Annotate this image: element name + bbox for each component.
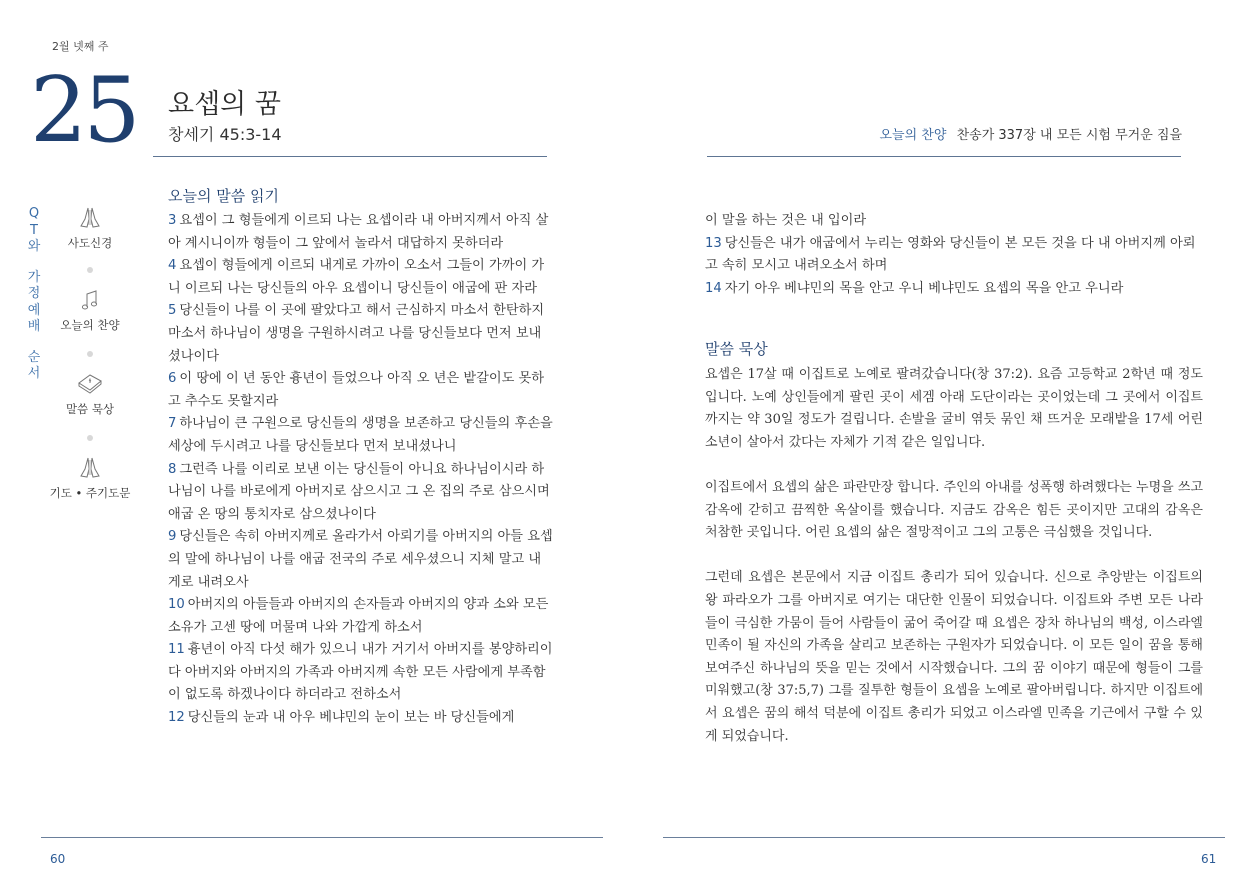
verse-item (168, 255, 553, 300)
vertical-char: Q (28, 206, 40, 221)
scripture-verses (168, 210, 553, 730)
sidebar-item-creed (48, 205, 132, 251)
continued-verses (705, 210, 1205, 300)
sidebar-item-meditation (48, 371, 132, 417)
verse-item (168, 368, 553, 413)
vertical-char: 정 (27, 286, 41, 301)
qt-order-vertical-label (26, 206, 42, 383)
verse-number: 12 (168, 710, 185, 726)
footer-rule (41, 837, 603, 838)
meditation-section-title: 말씀 묵상 (705, 340, 768, 358)
verse-number: 8 (168, 461, 177, 477)
footer-rule (663, 837, 1225, 838)
vertical-char: 배 (27, 319, 41, 334)
separator-dot (87, 435, 93, 441)
verse-text: 그런즉 나를 이리로 보낸 이는 당신들이 아니요 하나님이시라 하나님이 나를 바로에게 아버지로 삼으시고 그 온 집의 주로 삼으시며 애굽 온 땅의 통치자로 삼으셨나이다 (168, 461, 550, 522)
vertical-char: 예 (27, 302, 41, 318)
verse-text: 흉년이 아직 다섯 해가 있으니 내가 거기서 아버지를 봉양하리이다 아버지와 아버지의 가족과 아버지께 속한 모든 사람에게 부족함이 없도록 하겠나이다 하더라고 전하소서 (168, 642, 553, 703)
page-number: 61 (1201, 852, 1217, 866)
verse-item (168, 707, 553, 730)
bible-icon (74, 371, 106, 397)
sidebar-item-hymn (48, 287, 132, 333)
separator-dot (87, 351, 93, 357)
worship-order-sidebar (48, 205, 132, 501)
todays-hymn (880, 124, 1183, 143)
separator-dot (87, 267, 93, 273)
praying-hands-icon (74, 455, 106, 481)
verse-number: 10 (168, 597, 185, 613)
verse-text: 하나님이 큰 구원으로 당신들의 생명을 보존하고 당신들의 후손을 세상에 두시려고 나를 당신들보다 먼저 보내셨나니 (168, 416, 553, 454)
verse-item (705, 278, 1205, 301)
verse-text: 당신들의 눈과 내 아우 베냐민의 눈이 보는 바 당신들에게 (187, 710, 515, 726)
verse-number: 6 (168, 371, 177, 387)
verse-item (168, 594, 553, 639)
verse-item (705, 233, 1205, 278)
verse-text: 요셉이 형들에게 이르되 내게로 가까이 오소서 그들이 가까이 가니 이르되 나는 당신들의 아우 요셉이니 당신들이 애굽에 판 자라 (168, 258, 545, 296)
verse-item (168, 210, 553, 255)
page-number: 60 (50, 852, 66, 866)
meditation-paragraph: 이집트에서 요셉의 삶은 파란만장 합니다. 주인의 아내를 성폭행 하려했다는 누명을 쓰고 감옥에 갇히고 끔찍한 옥살이를 했습니다. 지금도 감옥은 힘든 곳이지만 고대의 감옥은 처참한 곳입니다. 어린 요셉의 삶은 절망적이고 그의 고통은 극심했을 것입니다. (705, 479, 1203, 541)
title-divider (153, 156, 547, 157)
vertical-char: 와 (27, 239, 41, 254)
hymn-text: 찬송가 337장 내 모든 시험 무거운 짐을 (956, 128, 1182, 143)
verse-number: 9 (168, 529, 177, 545)
verse-text: 아버지의 아들들과 아버지의 손자들과 아버지의 양과 소와 모든 소유가 고센 땅에 머물며 나와 가깝게 하소서 (168, 597, 549, 635)
sidebar-item-prayer (48, 455, 132, 501)
verse-item (168, 526, 553, 594)
verse-text: 이 땅에 이 년 동안 흉년이 들었으나 아직 오 년은 밭갈이도 못하고 추수도 못할지라 (168, 371, 544, 409)
verse-item (168, 300, 553, 368)
verse-number: 11 (168, 642, 185, 658)
verse-number: 7 (168, 416, 177, 432)
verse-text: 자기 아우 베냐민의 목을 안고 우니 베냐민도 요셉의 목을 안고 우니라 (724, 280, 1124, 296)
week-label: 2월 넷째 주 (52, 40, 109, 53)
sidebar-item-label: 기도 • 주기도문 (49, 486, 131, 500)
day-number: 25 (30, 58, 137, 163)
verse-item (168, 639, 553, 707)
vertical-char: 순 (27, 349, 41, 365)
meditation-paragraph: 그런데 요셉은 본문에서 지금 이집트 총리가 되어 있습니다. 신으로 추앙받는 이집트의 왕 파라오가 그를 아버지로 여기는 대단한 인물이 되었습니다. 이집트와 주변 모든 나라들이 극심한 가뭄이 들어 사람들이 굶어 죽어갈 때 요셉은 장차 하나님의 백성, 이스라엘 민족이 될 자신의 가족을 살리고 보존하는 구원자가 되었습니다. 이 모든 일이 꿈을 통해 보여주신 하나님의 뜻을 믿는 것에서 시작했습니다. 그의 꿈 이야기 때문에 형들이 그를 미워했고(창 37:5,7) 그를 질투한 형들이 요셉을 노예로 팔아버립니다. 하지만 이집트에서 요셉은 꿈의 해석 덕분에 이집트 총리가 되었고 이스라엘 민족을 기근에서 구할 수 있게 되었습니다. (705, 570, 1203, 744)
continued-text: 이 말을 하는 것은 내 입이라 (705, 213, 867, 228)
verse-item (168, 459, 553, 527)
verse-item (168, 413, 553, 458)
vertical-char: 가 (27, 269, 41, 285)
sidebar-item-label: 사도신경 (67, 236, 113, 250)
sidebar-item-label: 말씀 묵상 (65, 402, 115, 416)
title-divider (707, 156, 1181, 157)
reading-section-title: 오늘의 말씀 읽기 (168, 187, 279, 205)
verse-text: 당신들이 나를 이 곳에 팔았다고 해서 근심하지 마소서 한탄하지 마소서 하나님이 생명을 구원하시려고 나를 당신들보다 먼저 보내셨나이다 (168, 303, 545, 364)
vertical-char: 서 (27, 366, 41, 381)
verse-number: 13 (705, 235, 722, 251)
verse-number: 5 (168, 303, 177, 319)
sidebar-item-label: 오늘의 찬양 (60, 318, 120, 332)
right-page (629, 0, 1258, 892)
scripture-reference: 창세기 45:3-14 (168, 125, 282, 144)
verse-text: 요셉이 그 형들에게 이르되 나는 요셉이라 내 아버지께서 아직 살아 계시니이까 형들이 그 앞에서 놀라서 대답하지 못하더라 (168, 213, 549, 251)
verse-number: 3 (168, 213, 177, 228)
verse-number: 4 (168, 258, 177, 274)
verse-text: 당신들은 속히 아버지께로 올라가서 아뢰기를 아버지의 아들 요셉의 말에 하나님이 나를 애굽 전국의 주로 세우셨으니 지체 말고 내게로 내려오사 (168, 529, 553, 590)
verse-text: 당신들은 내가 애굽에서 누리는 영화와 당신들이 본 모든 것을 다 내 아버지께 아뢰고 속히 모시고 내려오소서 하며 (705, 235, 1196, 274)
verse-number: 14 (705, 280, 722, 296)
music-note-icon (74, 287, 106, 313)
praying-hands-icon (74, 205, 106, 231)
meditation-paragraph: 요셉은 17살 때 이집트로 노예로 팔려갔습니다(창 37:2). 요즘 고등학교 2학년 때 정도입니다. 노예 상인들에게 팔린 곳이 세겜 아래 도단이라는 곳이었는데 그 곳에서 이집트까지는 약 30일 정도가 걸립니다. 손발을 굴비 엮듯 묶인 채 뜨거운 모래밭을 17세 어린 소년이 살아서 갔다는 자체가 기적 같은 일입니다. (705, 367, 1203, 450)
meditation-body (705, 364, 1203, 771)
vertical-char: T (30, 222, 38, 238)
page-title: 요셉의 꿈 (168, 89, 281, 120)
hymn-label: 오늘의 찬양 (879, 128, 947, 143)
